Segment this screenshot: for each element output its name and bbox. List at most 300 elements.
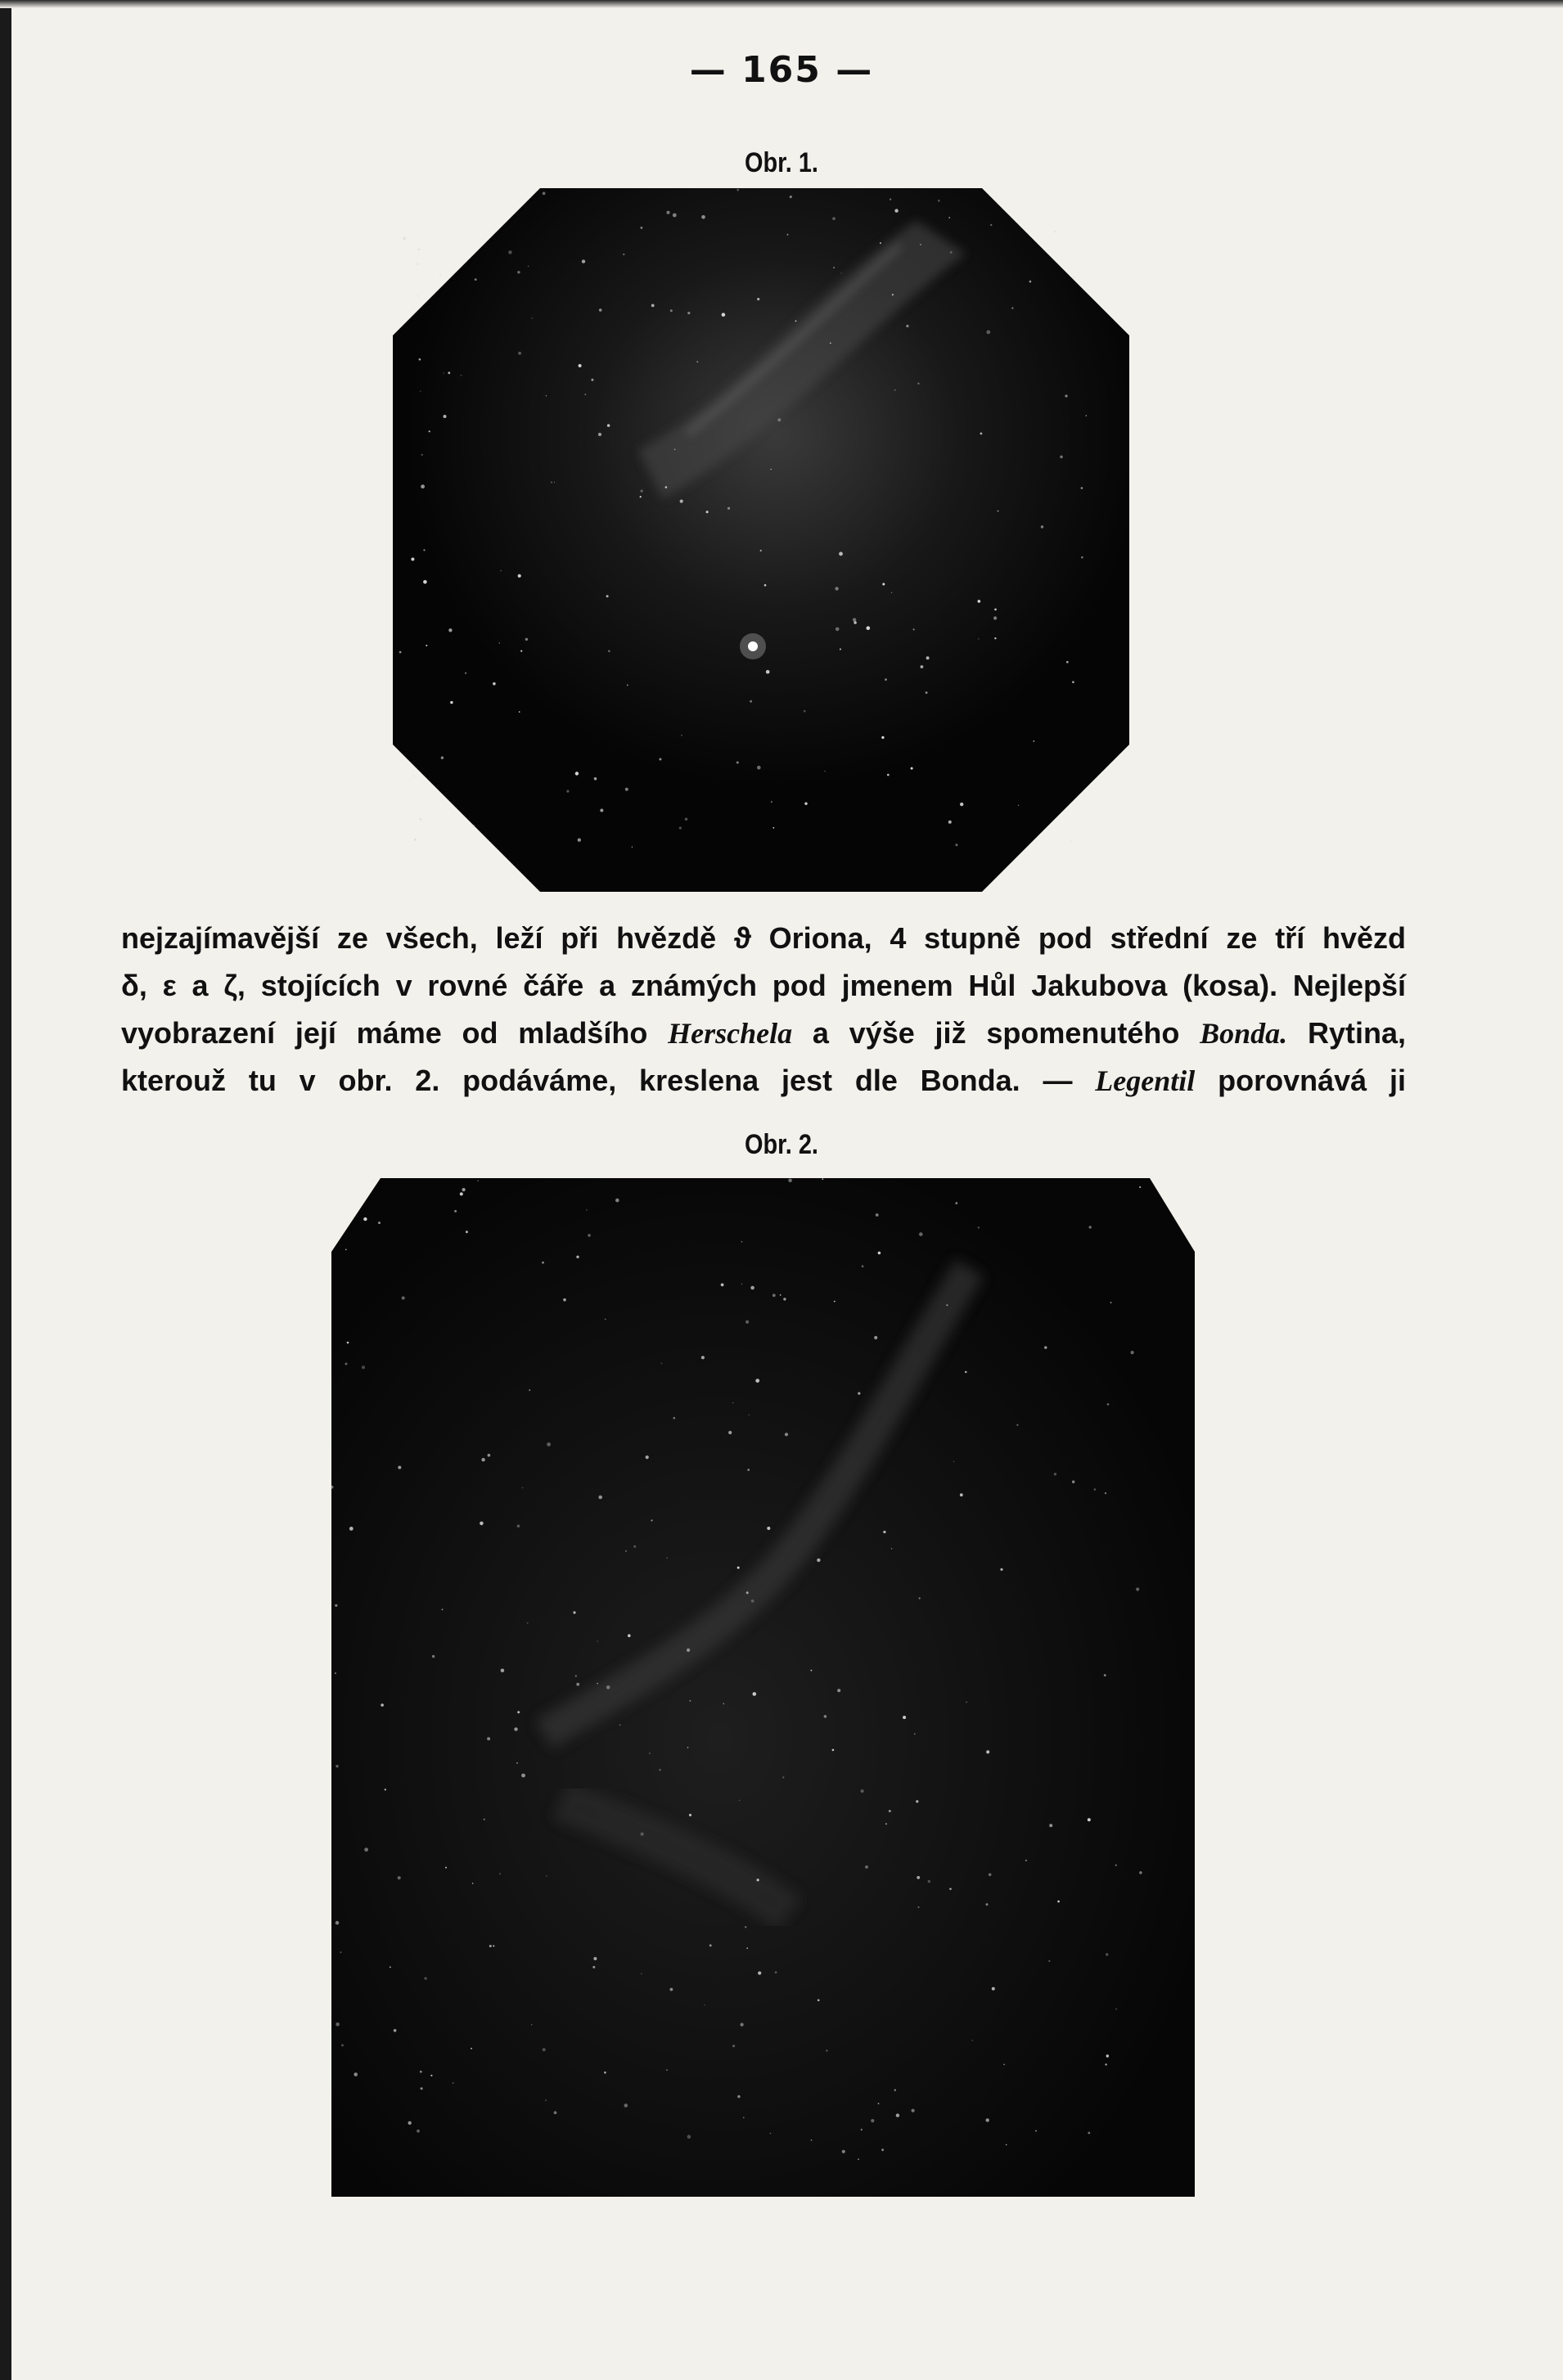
star-speck — [750, 1286, 754, 1290]
star-speck — [722, 313, 726, 317]
star-speck — [701, 215, 705, 219]
star-speck — [499, 642, 500, 643]
star-speck — [811, 1670, 813, 1671]
star-speck — [842, 2150, 845, 2153]
star-speck — [466, 1230, 468, 1233]
star-speck — [696, 361, 698, 362]
star-speck — [832, 1749, 835, 1752]
star-speck — [960, 803, 963, 806]
star-speck — [633, 1545, 636, 1548]
star-speck — [543, 2048, 546, 2051]
star-speck — [600, 809, 603, 812]
star-speck — [403, 237, 405, 240]
star-speck — [517, 1525, 520, 1527]
star-speck — [745, 1320, 749, 1324]
star-speck — [501, 1669, 505, 1673]
star-speck — [993, 616, 997, 619]
star-speck — [579, 364, 582, 367]
star-speck — [336, 1921, 340, 1925]
star-speck — [623, 254, 624, 255]
star-speck — [416, 200, 417, 201]
star-speck — [493, 682, 496, 686]
star-speck — [417, 263, 419, 265]
star-speck — [1081, 556, 1083, 559]
star-speck — [783, 1298, 786, 1300]
star-speck — [986, 1903, 989, 1905]
star-speck — [1072, 1481, 1074, 1483]
star-speck — [545, 2099, 547, 2101]
star-speck — [475, 278, 477, 281]
star-speck — [340, 1951, 341, 1953]
star-speck — [892, 294, 894, 295]
name-herschela: Herschela — [668, 1017, 793, 1050]
star-speck — [1105, 1492, 1106, 1494]
star-speck — [604, 2072, 606, 2074]
star-speck — [771, 801, 772, 803]
star-speck — [641, 1833, 644, 1836]
star-speck — [640, 496, 642, 497]
star-speck — [472, 825, 475, 827]
star-speck — [419, 358, 421, 361]
star-speck — [666, 1557, 668, 1559]
star-speck — [462, 1188, 466, 1191]
star-speck — [757, 1878, 759, 1881]
star-speck — [335, 1672, 336, 1674]
star-speck — [591, 379, 593, 381]
star-speck — [919, 1232, 923, 1236]
star-speck — [423, 580, 427, 584]
star-speck — [978, 600, 981, 603]
star-speck — [522, 1487, 524, 1489]
star-speck — [949, 1888, 952, 1891]
page-binding-edge — [0, 0, 11, 2380]
star-speck — [1106, 1953, 1108, 1955]
star-speck — [956, 1202, 958, 1204]
star-speck — [830, 343, 831, 344]
star-speck — [624, 2103, 628, 2108]
star-speck — [1115, 2009, 1117, 2010]
star-speck — [741, 2023, 744, 2027]
star-speck — [903, 1716, 906, 1719]
star-speck — [685, 818, 687, 821]
star-speck — [518, 574, 521, 578]
star-speck — [465, 673, 466, 674]
star-speck — [757, 766, 761, 770]
star-speck — [439, 274, 441, 276]
text-line-1: nejzajímavější ze všech, leží při hvězdě ϑ Oriona, 4 stupně pod střední ze tří hvězd — [121, 921, 1406, 955]
star-speck — [646, 1455, 649, 1459]
star-speck — [1081, 487, 1083, 489]
star-speck — [728, 1431, 732, 1434]
star-speck — [946, 1304, 948, 1306]
text-segment: kterouž tu v obr. 2. podáváme, kreslena jest dle Bonda. — — [121, 1064, 1096, 1097]
star-speck — [881, 2148, 884, 2151]
star-speck — [421, 454, 423, 456]
star-speck — [887, 774, 890, 776]
star-speck — [1066, 661, 1069, 664]
star-speck — [878, 2103, 880, 2104]
star-speck — [1115, 1865, 1117, 1866]
star-speck — [641, 227, 643, 229]
star-speck — [994, 609, 997, 611]
star-speck — [625, 788, 628, 791]
star-speck — [704, 2004, 705, 2005]
star-speck — [858, 1392, 860, 1395]
star-speck — [896, 2113, 899, 2117]
star-speck — [448, 371, 450, 374]
star-speck — [1104, 1674, 1106, 1676]
text-segment: a výše již spomenutého — [792, 1016, 1200, 1050]
star-speck — [998, 511, 999, 512]
star-speck — [741, 1241, 743, 1243]
star-speck — [514, 1727, 517, 1730]
star-speck — [1025, 1860, 1027, 1861]
star-speck — [926, 691, 928, 694]
star-speck — [461, 375, 462, 376]
star-speck — [454, 1210, 457, 1212]
star-speck — [772, 827, 774, 829]
star-speck — [916, 1800, 918, 1802]
star-speck — [1139, 1871, 1142, 1874]
star-speck — [390, 1967, 391, 1968]
star-speck — [906, 325, 908, 327]
star-speck — [670, 1988, 673, 1991]
star-speck — [399, 651, 402, 654]
star-speck — [441, 757, 444, 759]
star-speck — [532, 317, 533, 318]
star-speck — [575, 1675, 577, 1676]
star-speck — [575, 772, 579, 775]
star-speck — [824, 1715, 827, 1718]
star-speck — [529, 1389, 530, 1391]
star-speck — [822, 1178, 823, 1180]
star-speck — [917, 1876, 920, 1879]
star-speck — [721, 1284, 724, 1287]
star-speck — [414, 839, 417, 841]
star-speck — [341, 2044, 344, 2046]
star-speck — [615, 1199, 619, 1203]
star-speck — [628, 1634, 631, 1637]
star-speck — [1088, 2132, 1090, 2135]
star-speck — [576, 1256, 579, 1258]
text-line-2: δ, ε a ζ, stojících v rovné čáře a známých pod jmenem Hůl Jakubova (kosa). Nejlepší — [121, 969, 1406, 1002]
star-speck — [417, 295, 419, 297]
star-speck — [680, 500, 683, 503]
star-speck — [518, 352, 521, 355]
star-speck — [912, 2109, 915, 2112]
star-speck — [885, 1823, 887, 1824]
star-speck — [531, 2024, 533, 2026]
star-speck — [519, 711, 520, 713]
star-speck — [606, 595, 609, 597]
star-speck — [429, 430, 430, 432]
star-speck — [460, 1192, 463, 1195]
star-speck — [608, 650, 610, 653]
star-speck — [606, 1685, 610, 1689]
star-speck — [992, 1987, 995, 1991]
star-speck — [592, 1966, 595, 1968]
star-speck — [853, 618, 856, 621]
star-speck — [442, 1608, 444, 1610]
star-speck — [354, 2072, 358, 2076]
star-speck — [1011, 308, 1013, 309]
star-speck — [547, 1442, 551, 1446]
star-speck — [525, 638, 528, 641]
star-speck — [378, 1221, 381, 1224]
star-speck — [790, 196, 792, 198]
star-speck — [1049, 1824, 1052, 1827]
star-speck — [1034, 740, 1035, 742]
star-speck — [398, 1466, 401, 1469]
star-speck — [385, 1788, 386, 1790]
star-speck — [978, 638, 979, 639]
star-speck — [745, 1926, 746, 1928]
star-speck — [335, 1604, 337, 1607]
star-speck — [743, 2117, 745, 2118]
star-speck — [420, 391, 421, 392]
name-legentil: Legentil — [1095, 1064, 1196, 1097]
star-speck — [364, 1847, 368, 1851]
star-speck — [444, 415, 447, 418]
star-speck — [665, 486, 668, 488]
star-speck — [709, 1945, 712, 1947]
star-speck — [347, 1342, 349, 1344]
star-speck — [818, 2000, 820, 2002]
star-speck — [928, 1880, 930, 1883]
star-speck — [689, 1814, 691, 1816]
star-speck — [528, 266, 529, 268]
star-speck — [865, 1865, 868, 1869]
star-speck — [894, 209, 898, 212]
star-speck — [1000, 1568, 1002, 1571]
star-speck — [673, 214, 677, 218]
star-speck — [517, 1711, 520, 1713]
star-speck — [546, 395, 547, 396]
star-speck — [894, 389, 896, 391]
star-speck — [420, 818, 422, 821]
star-speck — [751, 1599, 754, 1603]
star-speck — [770, 2133, 771, 2134]
star-speck — [990, 224, 992, 226]
star-speck — [723, 1703, 725, 1705]
star-speck — [372, 1180, 374, 1181]
star-speck — [1131, 1351, 1134, 1354]
star-speck — [487, 1737, 490, 1740]
star-speck — [1057, 1901, 1060, 1903]
star-speck — [966, 1702, 967, 1703]
star-speck — [421, 484, 425, 488]
star-speck — [605, 1319, 606, 1320]
star-speck — [804, 710, 806, 713]
star-speck — [1136, 1587, 1139, 1590]
star-speck — [917, 383, 919, 385]
star-speck — [593, 1957, 597, 1960]
star-speck — [521, 1774, 525, 1778]
name-bonda: Bonda. — [1200, 1017, 1288, 1050]
star-speck — [471, 2048, 472, 2049]
star-speck — [760, 550, 762, 551]
star-speck — [894, 2090, 896, 2091]
star-speck — [737, 2095, 740, 2098]
star-speck — [402, 1297, 405, 1300]
figure-1-caption: Obr. 1. — [745, 147, 818, 178]
star-speck — [481, 1458, 484, 1461]
star-speck — [425, 1977, 427, 1980]
star-speck — [563, 1298, 566, 1302]
star-speck — [625, 1550, 626, 1551]
star-speck — [666, 211, 669, 214]
star-speck — [891, 592, 893, 594]
star-speck — [520, 650, 522, 652]
star-speck — [632, 847, 633, 848]
star-speck — [989, 1874, 992, 1877]
star-speck — [516, 1762, 518, 1764]
body-text — [121, 915, 1406, 1105]
star-speck — [755, 1379, 759, 1383]
star-speck — [641, 1973, 642, 1974]
star-speck — [413, 776, 415, 777]
star-speck — [411, 558, 414, 561]
star-speck — [833, 267, 835, 268]
star-speck — [986, 2118, 989, 2121]
star-speck — [882, 583, 885, 586]
star-speck — [881, 736, 884, 739]
star-speck — [746, 1591, 749, 1594]
star-speck — [450, 701, 453, 704]
star-speck — [493, 1946, 494, 1947]
star-speck — [788, 1179, 792, 1183]
star-speck — [426, 645, 427, 646]
star-speck — [862, 1265, 864, 1267]
star-speck — [501, 570, 502, 571]
star-speck — [488, 1454, 491, 1457]
star-speck — [758, 1972, 761, 1975]
star-speck — [771, 469, 772, 470]
star-speck — [840, 649, 841, 650]
star-speck — [885, 678, 887, 681]
star-speck — [867, 626, 871, 630]
star-speck — [775, 1971, 777, 1973]
star-speck — [1106, 2054, 1109, 2057]
star-speck — [980, 433, 983, 435]
star-speck — [919, 1597, 921, 1599]
star-speck — [363, 1217, 367, 1221]
star-speck — [508, 250, 512, 254]
star-speck — [880, 242, 881, 244]
star-speck — [443, 372, 444, 373]
star-speck — [785, 1433, 788, 1436]
star-speck — [701, 1356, 705, 1359]
star-speck — [953, 1461, 954, 1462]
star-speck — [811, 2139, 813, 2141]
text-line-4 — [121, 1057, 1406, 1105]
star-speck — [445, 1867, 447, 1869]
star-speck — [489, 1945, 492, 1947]
star-speck — [423, 549, 425, 551]
star-speck — [736, 189, 739, 191]
star-speck — [986, 1750, 989, 1753]
star-speck — [1065, 394, 1067, 397]
star-speck — [750, 700, 752, 703]
star-speck — [408, 2121, 412, 2125]
star-speck — [448, 628, 452, 632]
figure-2-caption: Obr. 2. — [745, 1129, 818, 1160]
star-speck — [706, 511, 709, 513]
star-speck — [687, 2135, 691, 2139]
star-speck — [651, 304, 655, 308]
star-speck — [484, 1819, 485, 1820]
star-speck — [554, 482, 555, 483]
star-speck — [878, 1252, 881, 1255]
star-speck — [917, 1906, 919, 1908]
star-speck — [1003, 2064, 1005, 2066]
star-speck — [666, 2069, 668, 2071]
star-speck — [889, 1810, 891, 1812]
star-speck — [584, 394, 586, 395]
star-speck — [598, 1496, 602, 1500]
star-speck — [420, 2071, 422, 2073]
star-speck — [582, 259, 585, 263]
star-speck — [746, 1947, 748, 1949]
star-speck — [627, 685, 628, 686]
star-speck — [381, 1703, 384, 1707]
star-speck — [1074, 277, 1075, 278]
star-speck — [1054, 1473, 1056, 1475]
star-speck — [753, 1692, 757, 1696]
star-speck — [767, 1527, 770, 1530]
star-speck — [1094, 1488, 1097, 1491]
page-top-edge — [0, 0, 1563, 8]
star-speck — [727, 507, 730, 510]
star-speck — [1089, 1226, 1092, 1228]
star-speck — [824, 771, 825, 772]
star-speck — [687, 1649, 690, 1652]
star-speck — [835, 587, 838, 590]
star-speck — [1105, 2063, 1106, 2065]
star-speck — [345, 1249, 347, 1251]
star-speck — [837, 1689, 840, 1692]
star-speck — [766, 670, 770, 674]
star-speck — [336, 2022, 340, 2027]
star-speck — [1086, 415, 1088, 416]
star-speck — [607, 424, 610, 426]
star-speck — [527, 1622, 529, 1624]
star-speck — [926, 656, 930, 659]
star-speck — [854, 621, 856, 623]
star-speck — [687, 1747, 689, 1748]
star-speck — [651, 1519, 652, 1521]
text-segment: vyobrazení její máme od mladšího — [121, 1016, 669, 1050]
text-line-3 — [121, 1010, 1406, 1057]
star-speck — [1139, 1186, 1141, 1188]
star-speck — [1107, 1403, 1110, 1406]
star-speck — [832, 217, 836, 220]
star-speck — [362, 1365, 365, 1369]
star-speck — [398, 1876, 401, 1879]
star-speck — [573, 1611, 575, 1613]
star-speck — [1018, 805, 1019, 806]
star-speck — [948, 821, 952, 824]
star-speck — [417, 2130, 420, 2133]
star-speck — [736, 762, 739, 764]
star-speck — [517, 271, 520, 273]
star-speck — [598, 433, 601, 436]
star-speck — [641, 490, 643, 493]
star-speck — [732, 2045, 735, 2047]
star-speck — [834, 1301, 836, 1302]
star-speck — [1070, 840, 1072, 842]
star-speck — [421, 2087, 423, 2090]
